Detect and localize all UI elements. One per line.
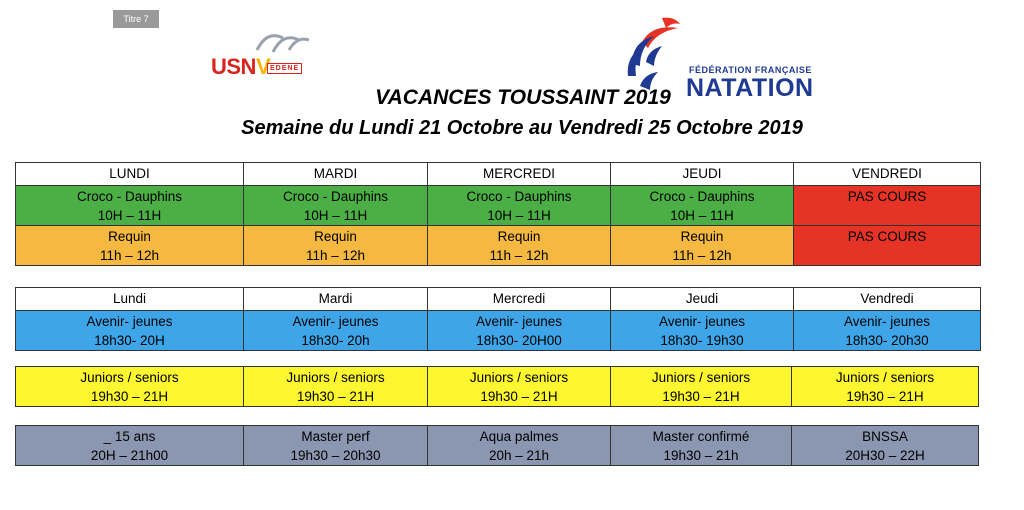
cell-text: Avenir- jeunes [86, 314, 173, 329]
session-cell [611, 367, 792, 407]
session-cell [792, 426, 979, 466]
cell-text: 10H – 11H [97, 208, 162, 223]
session-cell [611, 226, 794, 266]
cell-text: Master confirmé [652, 429, 750, 444]
table-row [16, 426, 979, 466]
schedule-table-juniors [15, 366, 979, 407]
cell-text: 10H – 11H [487, 208, 551, 223]
cell-text: 11h – 12h [672, 248, 732, 263]
page-subtitle: Semaine du Lundi 21 Octobre au Vendredi 25 Octobre 2019 [241, 117, 803, 139]
header-cell: VENDREDI [794, 163, 981, 186]
cell-text: Aqua palmes [479, 429, 559, 444]
cell-text: Juniors / seniors [651, 370, 751, 385]
session-cell [428, 311, 611, 351]
cell-text: 19h30 – 21H [480, 389, 558, 404]
schedule-table-morning [15, 162, 981, 266]
session-cell [16, 186, 244, 226]
session-cell [244, 311, 428, 351]
header-cell: Lundi [16, 288, 244, 311]
cell-text: Croco - Dauphins [282, 189, 389, 204]
page-title: VACANCES TOUSSAINT 2019 [375, 86, 671, 109]
header-cell: MARDI [244, 163, 428, 186]
cell-text: Croco - Dauphins [76, 189, 183, 204]
header-cell: Jeudi [611, 288, 794, 311]
cell-text: 20H – 21h00 [90, 448, 169, 463]
cell-text: Requin [314, 229, 357, 244]
no-class-cell [794, 226, 981, 266]
cell-text: 19h30 – 21H [296, 389, 375, 404]
session-cell [244, 226, 428, 266]
table-row [16, 186, 981, 226]
cell-text: 10H – 11H [670, 208, 734, 223]
cell-text: 18h30- 20h30 [845, 333, 929, 348]
session-cell [244, 367, 428, 407]
header-cell: Mercredi [428, 288, 611, 311]
session-cell [244, 426, 428, 466]
session-cell [792, 367, 979, 407]
cell-text: BNSSA [862, 429, 908, 444]
no-class-cell [794, 186, 981, 226]
cell-text: Master perf [301, 429, 370, 444]
cell-text: _ 15 ans [103, 429, 156, 444]
cell-text: Juniors / seniors [286, 370, 385, 385]
cell-text: 19h30 – 21H [846, 389, 924, 404]
table-header-row [16, 163, 981, 186]
cell-text: Avenir- jeunes [843, 314, 931, 329]
cell-text: 18h30- 20H00 [476, 333, 562, 348]
cell-text: 20h – 21h [488, 448, 550, 463]
cell-text: 19h30 – 20h30 [290, 448, 381, 463]
cell-text: PAS COURS [847, 189, 927, 204]
cell-text: Croco - Dauphins [466, 189, 572, 204]
cell-text: Requin [108, 229, 151, 244]
session-cell [16, 426, 244, 466]
table-row [16, 311, 981, 351]
table-row [16, 367, 979, 407]
cell-text: 11h – 12h [305, 248, 366, 263]
cell-text: 18h30- 20h [301, 333, 370, 348]
header-cell: JEUDI [611, 163, 794, 186]
session-cell [428, 426, 611, 466]
header-cell: MERCREDI [428, 163, 611, 186]
cell-text: V [255, 54, 271, 79]
session-cell [611, 311, 794, 351]
cell-text: 18h30- 19h30 [660, 333, 744, 348]
cell-text: 10H – 11H [303, 208, 368, 223]
cell-text: Juniors / seniors [835, 370, 935, 385]
session-cell [428, 186, 611, 226]
session-cell [244, 186, 428, 226]
ffn-logo: FÉDÉRATION FRANÇAISE NATATION [622, 14, 832, 104]
session-cell [16, 226, 244, 266]
session-cell [611, 426, 792, 466]
cell-text: 11h – 12h [99, 248, 160, 263]
cell-text: PAS COURS [847, 229, 927, 244]
cell-text: USN [211, 54, 256, 79]
cell-text: Requin [497, 229, 541, 244]
cell-text: Avenir- jeunes [292, 314, 379, 329]
cell-text: 19h30 – 21H [90, 389, 169, 404]
cell-text: Juniors / seniors [80, 370, 179, 385]
title-style-tag: Titre 7 [113, 10, 159, 28]
session-cell [611, 186, 794, 226]
cell-text: Avenir- jeunes [475, 314, 563, 329]
table-header-row [16, 288, 981, 311]
schedule-table-avenir [15, 287, 981, 351]
cell-text: 19h30 – 21H [662, 389, 740, 404]
cell-text: 11h – 12h [489, 248, 549, 263]
session-cell [16, 367, 244, 407]
usnv-logo: USNV EDENE [205, 28, 315, 88]
cell-text: Croco - Dauphins [649, 189, 755, 204]
cell-text: 19h30 – 21h [663, 448, 739, 463]
cell-text: 20H30 – 22H [845, 448, 925, 463]
cell-text: Requin [680, 229, 724, 244]
cell-text: 18h30- 20H [94, 333, 165, 348]
cell-text: Avenir- jeunes [658, 314, 746, 329]
cell-text: Juniors / seniors [469, 370, 569, 385]
session-cell [16, 311, 244, 351]
session-cell [794, 311, 981, 351]
table-row [16, 226, 981, 266]
header-cell: Vendredi [794, 288, 981, 311]
session-cell [428, 226, 611, 266]
header-cell: LUNDI [16, 163, 244, 186]
session-cell [428, 367, 611, 407]
schedule-table-masters [15, 425, 979, 466]
header-cell: Mardi [244, 288, 428, 311]
